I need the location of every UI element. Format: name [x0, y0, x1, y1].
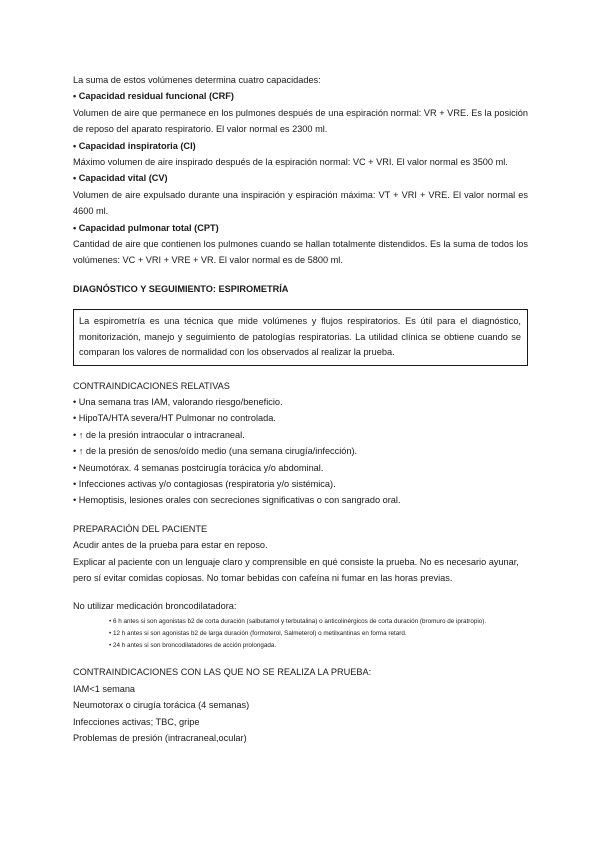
capacity-title-ci: • Capacidad inspiratoria (CI) — [73, 140, 196, 151]
list-item: • ↑ de la presión de senos/oído medio (una semana cirugía/infección). — [73, 446, 358, 457]
preparation-heading: PREPARACIÓN DEL PACIENTE — [73, 523, 208, 534]
medication-heading: No utilizar medicación broncodilatadora: — [73, 601, 237, 612]
diagnosis-heading: DIAGNÓSTICO Y SEGUIMIENTO: ESPIROMETRÍA — [73, 283, 289, 294]
list-item: Problemas de presión (intracraneal,ocular) — [73, 733, 247, 744]
medication-item: • 24 h antes si son broncodilatadores de acción prolongada. — [109, 642, 277, 650]
medication-list — [109, 616, 528, 653]
list-item: Neumotorax o cirugía torácica (4 semanas) — [73, 700, 250, 711]
capacity-text-cpt: Cantidad de aire que contienen los pulmones cuando se hallan totalmente distendidos. Es la suma de todos los volúmenes: VC + VRI + VRE + VR. El valor normal es de 5800 ml. — [73, 239, 528, 266]
list-item: IAM<1 semana — [73, 683, 136, 694]
capacities-intro: La suma de estos volúmenes determina cuatro capacidades: — [73, 75, 321, 85]
absolute-contraindications-heading: CONTRAINDICACIONES CON LAS QUE NO SE REALIZA LA PRUEBA: — [73, 667, 372, 678]
preparation-line-1: Acudir antes de la prueba para estar en reposo. — [73, 540, 268, 551]
list-item: • Hemoptisis, lesiones orales con secreciones significativas o con sangrado oral. — [73, 495, 401, 506]
list-item: • Neumotórax. 4 semanas postcirugía torácica y/o abdominal. — [73, 462, 324, 473]
list-item: • ↑ de la presión intraocular o intracraneal. — [73, 429, 245, 440]
document-page — [73, 72, 528, 746]
capacity-title-crf: • Capacidad residual funcional (CRF) — [73, 91, 234, 102]
capacity-title-cv: • Capacidad vital (CV) — [73, 173, 168, 184]
spirometry-definition-box — [73, 309, 528, 365]
capacity-title-cpt: • Capacidad pulmonar total (CPT) — [73, 222, 219, 233]
relative-contraindications-heading: CONTRAINDICACIONES RELATIVAS — [73, 380, 230, 391]
list-item: • Una semana tras IAM, valorando riesgo/beneficio. — [73, 396, 283, 407]
list-item: • HipoTA/HTA severa/HT Pulmonar no controlada. — [73, 413, 276, 424]
capacity-text-cv: Volumen de aire expulsado durante una inspiración y espiración máxima: VT + VRI + VRE. El valor normal es 4600 ml. — [73, 189, 528, 217]
capacity-text-crf: Volumen de aire que permanece en los pulmones después de una espiración normal: VR + VRE. Es la posición de reposo del aparato respiratorio. El valor normal es 2300 ml. — [73, 107, 528, 135]
capacity-text-ci: Máximo volumen de aire inspirado después de la espiración normal: VC + VRI. El valor normal es 3500 ml. — [73, 157, 508, 168]
spirometry-definition-text: La espirometría es una técnica que mide volúmenes y flujos respiratorios. Es útil para el diagnóstico, monitorización, manejo y seguimiento de patologías respiratorias. La utilidad clínica se obtiene cuando se comparan los valores de normalidad con los observados al realizar la prueba. — [79, 316, 521, 358]
preparation-line-2: Explicar al paciente con un lenguaje claro y comprensible en qué consiste la prueba. No es necesario ayunar, pero sí evitar comidas copiosas. No tomar bebidas con cafeína ni fumar en las horas previas. — [73, 556, 519, 583]
list-item: • Infecciones activas y/o contagiosas (respiratoria y/o sistémica). — [73, 478, 336, 489]
medication-item: • 12 h antes si son agonistas b2 de larga duración (formoterol, Salmeterol) o metilxantinas en forma retard. — [109, 629, 407, 637]
list-item: Infecciones activas; TBC, gripe — [73, 716, 200, 727]
medication-item: • 6 h antes si son agonistas b2 de corta duración (salbutamol y terbutalina) o anticolinérgicos de corta duración (bromuro de ipratropio). — [109, 617, 487, 625]
